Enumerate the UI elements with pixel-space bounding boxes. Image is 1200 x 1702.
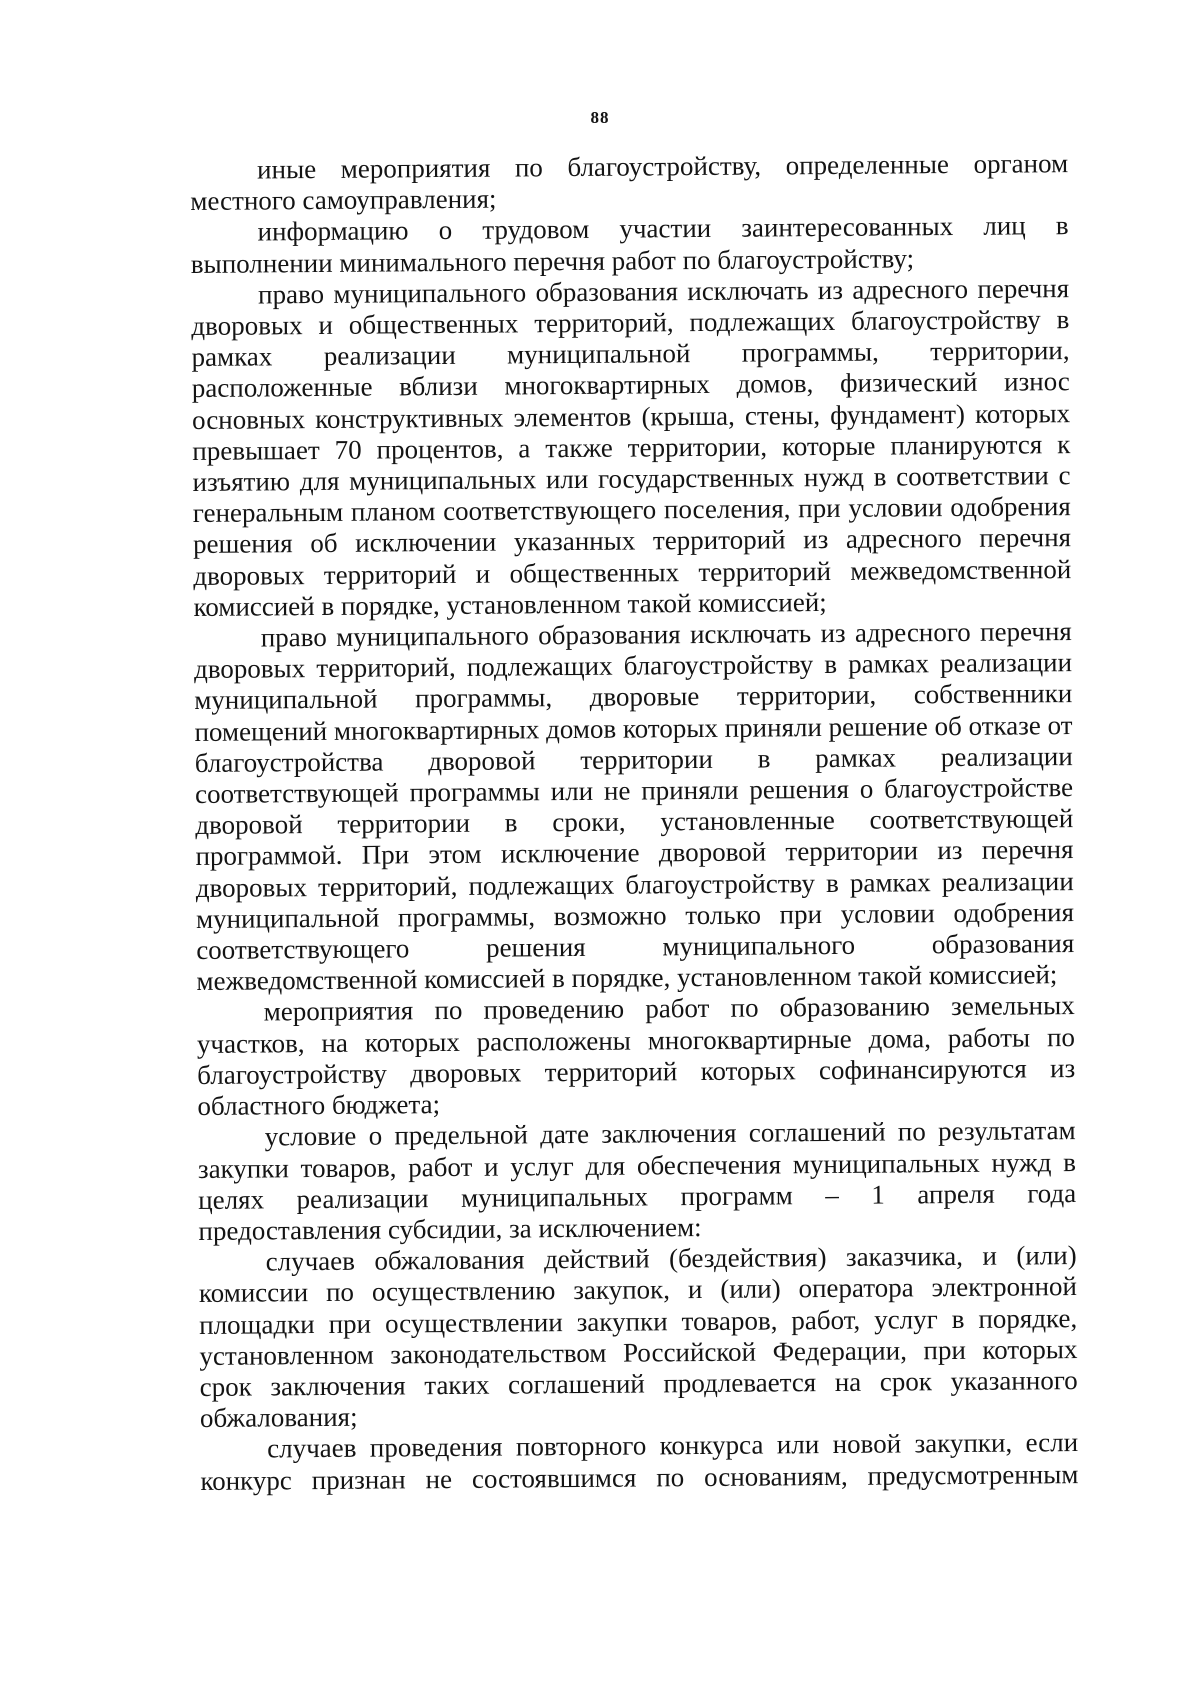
paragraph-appeal-exception: случаев обжалования действий (бездействия) заказчика, и (или) комиссии по осуществлению закупок, и (или) оператора электронной площадки при осуществлении закупки товаров, работ, услуг в порядке, установленном законодательством Российской Федерации, при которых срок заключения таких соглашений продлевается на срок указанного обжалования; (198, 1240, 1078, 1434)
paragraph-right-to-exclude-refused-territories: право муниципального образования исключать из адресного перечня дворовых территорий, подлежащих благоустройству в рамках реализации муниципальной программы, дворовые территории, собственники помещений многоквартирных домов которых приняли решение об отказе от благоустройства дворовой территории в рамках реализации соответствующей программы или не приняли решения о благоустройстве дворовой территории в сроки, установленные соответствующей программой. При этом исключение дворовой территории из перечня дворовых территорий, подлежащих благоустройству в рамках реализации муниципальной программы, возможно только при условии одобрения соответствующего решения муниципального образования межведомственной комиссией в порядке, установленном такой комиссией; (193, 616, 1075, 997)
paragraph-right-to-exclude-worn-territories: право муниципального образования исключать из адресного перечня дворовых и общественных территорий, подлежащих благоустройству в рамках реализации муниципальной программы, территории, расположенные вблизи многоквартирных домов, физический износ основных конструктивных элементов (крыша, стены, фундамент) которых превышает 70 процентов, а также территории, которые планируются к изъятию для муниципальных или государственных нужд в соответствии с генеральным планом соответствующего поселения, при условии одобрения решения об исключении указанных территорий из адресного перечня дворовых территорий и общественных территорий межведомственной комиссией в порядке, установленном такой комиссией; (191, 272, 1072, 622)
paragraph-labor-participation-info: информацию о трудовом участии заинтересованных лиц в выполнении минимального перечня работ по благоустройству; (190, 210, 1069, 279)
page-number: 88 (590, 108, 610, 127)
paragraph-other-improvement-measures: иные мероприятия по благоустройству, определенные органом местного самоуправления; (190, 148, 1069, 217)
paragraph-agreement-deadline-condition: условие о предельной дате заключения соглашений по результатам закупки товаров, работ и услуг для обеспечения муниципальных нужд в целях реализации муниципальных программ – 1 апреля года предоставления субсидии, за исключением: (197, 1115, 1077, 1246)
paragraph-land-plot-formation: мероприятия по проведению работ по образованию земельных участков, на которых расположены многоквартирные дома, работы по благоустройству дворовых территорий которых софинансируются из областного бюджета; (196, 990, 1076, 1122)
document-body (190, 148, 1079, 1497)
paragraph-repeat-tender-exception: случаев проведения повторного конкурса или новой закупки, если конкурс признан не состоявшимся по основаниям, предусмотренным (200, 1427, 1079, 1496)
